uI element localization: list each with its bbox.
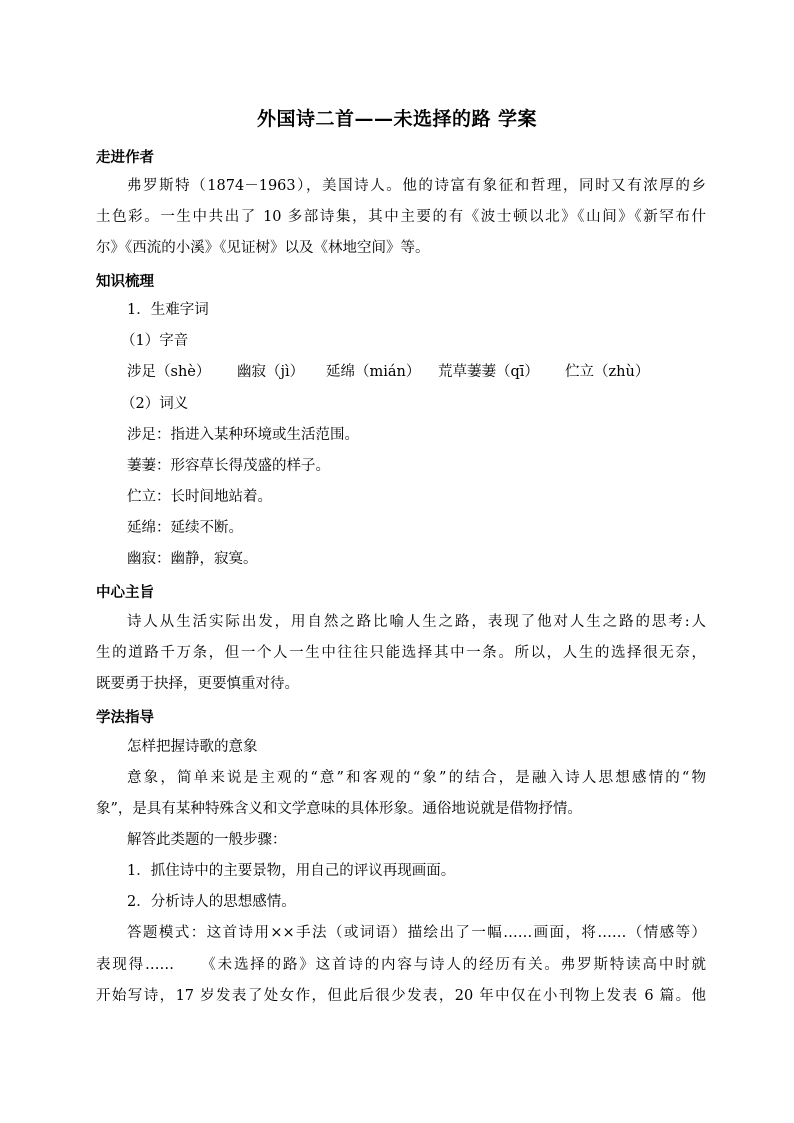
section-heading-theme: 中心主旨 <box>96 584 154 601</box>
pinyin-item: 幽寂（jì） <box>237 364 305 380</box>
step-item: 2．分析诗人的思想感情。 <box>127 894 296 910</box>
meaning-item: 幽寂：幽静，寂寞。 <box>127 551 258 567</box>
answer-line-2: 表现得…… 《未选择的路》这首诗的内容与诗人的经历有关。弗罗斯特读高中时就 <box>96 957 706 973</box>
pinyin-item: 延绵（mián） <box>326 364 421 380</box>
method-definition-line-2: 象”，是具有某种特殊含义和文学意味的具体形象。通俗地说就是借物抒情。 <box>96 801 582 817</box>
knowledge-sub-heading: 1．生难字词 <box>127 302 209 318</box>
author-line-3: 尔》《西流的小溪》《见证树》以及《林地空间》等。 <box>96 240 430 256</box>
meaning-heading: （2）词义 <box>121 396 189 412</box>
steps-intro: 解答此类题的一般步骤： <box>127 832 287 848</box>
answer-line-1: 答题模式：这首诗用××手法（或词语）描绘出了一幅……画面，将……（情感等） <box>127 925 706 941</box>
document-title: 外国诗二首——未选择的路 学案 <box>256 108 538 130</box>
meaning-item: 延绵：延续不断。 <box>127 520 243 536</box>
method-definition-line-1: 意象，简单来说是主观的“意”和客观的“象”的结合，是融入诗人思想感情的“物 <box>127 770 706 786</box>
author-line-2: 土色彩。一生中共出了 10 多部诗集，其中主要的有《波士顿以北》《山间》《新罕布什 <box>96 209 706 225</box>
meaning-item: 伫立：长时间地站着。 <box>127 489 272 505</box>
meaning-item: 萋萋：形容草长得茂盛的样子。 <box>127 458 330 474</box>
pinyin-item: 伫立（zhù） <box>565 364 650 380</box>
theme-line-2: 生的道路千万条，但一个人一生中往往只能选择其中一条。所以，人生的选择很无奈， <box>96 645 706 661</box>
section-heading-knowledge: 知识梳理 <box>96 273 154 290</box>
section-heading-author: 走进作者 <box>96 149 154 166</box>
meaning-item: 涉足：指进入某种环境或生活范围。 <box>127 427 359 443</box>
theme-line-3: 既要勇于抉择，更要慎重对待。 <box>96 676 299 692</box>
method-intro: 怎样把握诗歌的意象 <box>127 739 258 755</box>
step-item: 1．抓住诗中的主要景物，用自己的评议再现画面。 <box>127 863 456 879</box>
author-line-1: 弗罗斯特（1874－1963），美国诗人。他的诗富有象征和哲理，同时又有浓厚的乡 <box>127 178 706 194</box>
section-heading-method: 学法指导 <box>96 709 154 726</box>
pinyin-item: 涉足（shè） <box>127 364 211 380</box>
pronunciation-heading: （1）字音 <box>121 333 189 349</box>
theme-line-1: 诗人从生活实际出发，用自然之路比喻人生之路，表现了他对人生之路的思考:人 <box>127 614 706 630</box>
pinyin-item: 荒草萋萋（qī） <box>438 364 539 380</box>
answer-line-3: 开始写诗，17 岁发表了处女作，但此后很少发表，20 年中仅在小刊物上发表 6 篇。他 <box>96 988 706 1004</box>
